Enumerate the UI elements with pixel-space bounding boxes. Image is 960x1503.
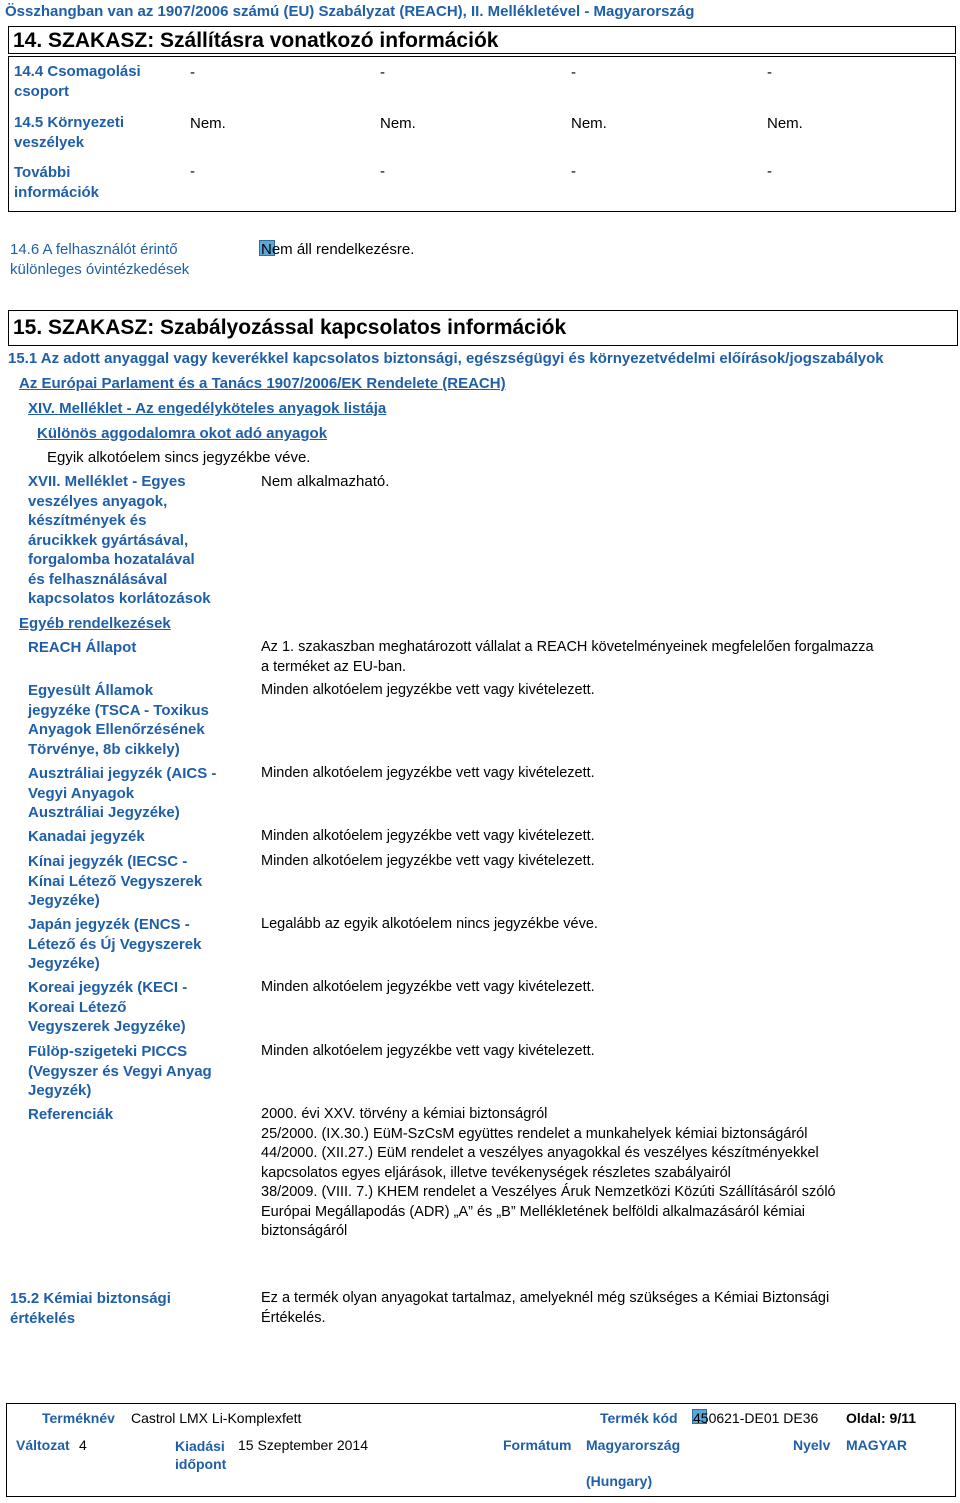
other-regulations-heading: Egyéb rendelkezések xyxy=(19,615,171,632)
cell: - xyxy=(571,64,576,81)
reg-label-aics: Ausztráliai jegyzék (AICS - Vegyi Anyagok Ausztráliai Jegyzéke) xyxy=(28,765,217,821)
cell: - xyxy=(767,163,772,180)
document-header: Összhangban van az 1907/2006 számú (EU) Szabályzat (REACH), II. Mellékletével - Magyarország xyxy=(5,3,695,20)
cell: - xyxy=(767,64,772,81)
cell: - xyxy=(190,163,195,180)
special-precautions-value: Nem áll rendelkezésre. xyxy=(261,241,415,258)
reg-value-canada: Minden alkotóelem jegyzékbe vett vagy kivételezett. xyxy=(261,828,595,844)
footer-product-name: Castrol LMX Li-Komplexfett xyxy=(131,1410,302,1426)
reg-label-keci: Koreai jegyzék (KECI - Koreai Létező Vegyszerek Jegyzéke) xyxy=(28,979,188,1035)
reach-regulation-heading: Az Európai Parlament és a Tanács 1907/2006/EK Rendelete (REACH) xyxy=(19,375,506,392)
footer-format-country: (Hungary) xyxy=(586,1473,653,1489)
svhc-heading: Különös aggodalomra okot adó anyagok xyxy=(37,425,328,442)
section152-value: Ez a termék olyan anyagokat tartalmaz, amelyeknél még szükséges a Kémiai Biztonsági Értékelés. xyxy=(261,1290,830,1326)
footer-issue-date: 15 Szeptember 2014 xyxy=(238,1437,368,1453)
section151-heading: 15.1 Az adott anyaggal vagy keverékkel kapcsolatos biztonsági, egészségügyi és környezetvédelmi előírások/jogszabályok xyxy=(8,350,884,367)
cell: - xyxy=(190,64,195,81)
footer-format-label: Formátum xyxy=(503,1437,572,1453)
reg-label-encs: Japán jegyzék (ENCS - Létező és Új Vegyszerek Jegyzéke) xyxy=(28,916,202,972)
svhc-value: Egyik alkotóelem sincs jegyzékbe véve. xyxy=(47,449,311,466)
reg-value-iecsc: Minden alkotóelem jegyzékbe vett vagy kivételezett. xyxy=(261,853,595,869)
section15-title: 15. SZAKASZ: Szabályozással kapcsolatos információk xyxy=(8,310,958,346)
section14-table xyxy=(8,56,956,212)
footer-product-code: 450621-DE01 DE36 xyxy=(693,1410,819,1426)
footer-version-label: Változat xyxy=(16,1437,70,1453)
reg-label-tsca: Egyesült Államok jegyzéke (TSCA - Toxikus Anyagok Ellenőrzésének Törvénye, 8b cikkely) xyxy=(28,682,209,758)
footer-product-code-label: Termék kód xyxy=(600,1410,678,1426)
reg-value-reach-status: Az 1. szakaszban meghatározott vállalat a REACH követelményeinek megfelelően forgalmazza a terméket az EU-ban. xyxy=(261,639,874,675)
reg-value-keci: Minden alkotóelem jegyzékbe vett vagy kivételezett. xyxy=(261,979,595,995)
reg-label-canada: Kanadai jegyzék xyxy=(28,828,145,845)
row-label-env-hazards: 14.5 Környezeti veszélyek xyxy=(14,114,125,151)
cell: Nem. xyxy=(571,115,607,132)
section152-label: 15.2 Kémiai biztonsági értékelés xyxy=(10,1290,171,1327)
cell: Nem. xyxy=(380,115,416,132)
reg-value-tsca: Minden alkotóelem jegyzékbe vett vagy kivételezett. xyxy=(261,682,595,698)
cell: - xyxy=(571,163,576,180)
section14-title: 14. SZAKASZ: Szállításra vonatkozó információk xyxy=(8,26,956,54)
cell: - xyxy=(380,163,385,180)
footer-product-name-label: Terméknév xyxy=(42,1410,115,1426)
reg-label-piccs: Fülöp-szigeteki PICCS (Vegyszer és Vegyi Anyag Jegyzék) xyxy=(28,1043,212,1099)
row-label-additional-info: További információk xyxy=(14,164,100,201)
reg-label-iecsc: Kínai jegyzék (IECSC - Kínai Létező Vegyszerek Jegyzéke) xyxy=(28,853,203,909)
cell: - xyxy=(380,64,385,81)
row-label-packing-group: 14.4 Csomagolási csoport xyxy=(14,63,141,100)
cell: Nem. xyxy=(767,115,803,132)
reg-label-reach-status: REACH Állapot xyxy=(28,639,137,656)
cell: Nem. xyxy=(190,115,226,132)
reg-value-encs: Legalább az egyik alkotóelem nincs jegyzékbe véve. xyxy=(261,916,598,932)
reg-value-aics: Minden alkotóelem jegyzékbe vett vagy kivételezett. xyxy=(261,765,595,781)
reg-label-references: Referenciák xyxy=(28,1106,114,1123)
footer-language-label: Nyelv xyxy=(793,1437,831,1453)
reg-value-piccs: Minden alkotóelem jegyzékbe vett vagy kivételezett. xyxy=(261,1043,595,1059)
annex14-heading: XIV. Melléklet - Az engedélyköteles anyagok listája xyxy=(28,400,387,417)
footer-language: MAGYAR xyxy=(846,1437,907,1453)
annex17-value: Nem alkalmazható. xyxy=(261,473,390,490)
footer-format: Magyarország xyxy=(586,1437,681,1453)
footer-version: 4 xyxy=(79,1437,87,1453)
footer-issue-label: Kiadási időpont xyxy=(175,1438,227,1472)
annex17-heading: XVII. Melléklet - Egyes veszélyes anyagok, készítmények és árucikkek gyártásával, forgalomba hozatalával és felhasználásával kapcsolatos korlátozások xyxy=(28,473,211,607)
footer-page: Oldal: 9/11 xyxy=(846,1410,917,1426)
special-precautions-label: 14.6 A felhasználót érintő különleges óvintézkedések xyxy=(10,241,190,278)
reg-value-references: 2000. évi XXV. törvény a kémiai biztonságról 25/2000. (IX.30.) EüM-SzCsM együttes rendelet a munkahelyek kémiai biztonságáról 44/2000. (XII.27.) EüM rendelet a veszélyes anyagokkal és veszélyes készítményekkel kapcsolatos egyes eljárások, illetve tevékenységek részletes szabályairól 38/2009. (VIII. 7.) KHEM rendelet a Veszélyes Áruk Nemzetközi Közúti Szállításáról szóló Európai Megállapodás (ADR) „A” és „B” Mellékletének belföldi alkalmazásáról kémiai biztonságáról xyxy=(261,1106,836,1239)
